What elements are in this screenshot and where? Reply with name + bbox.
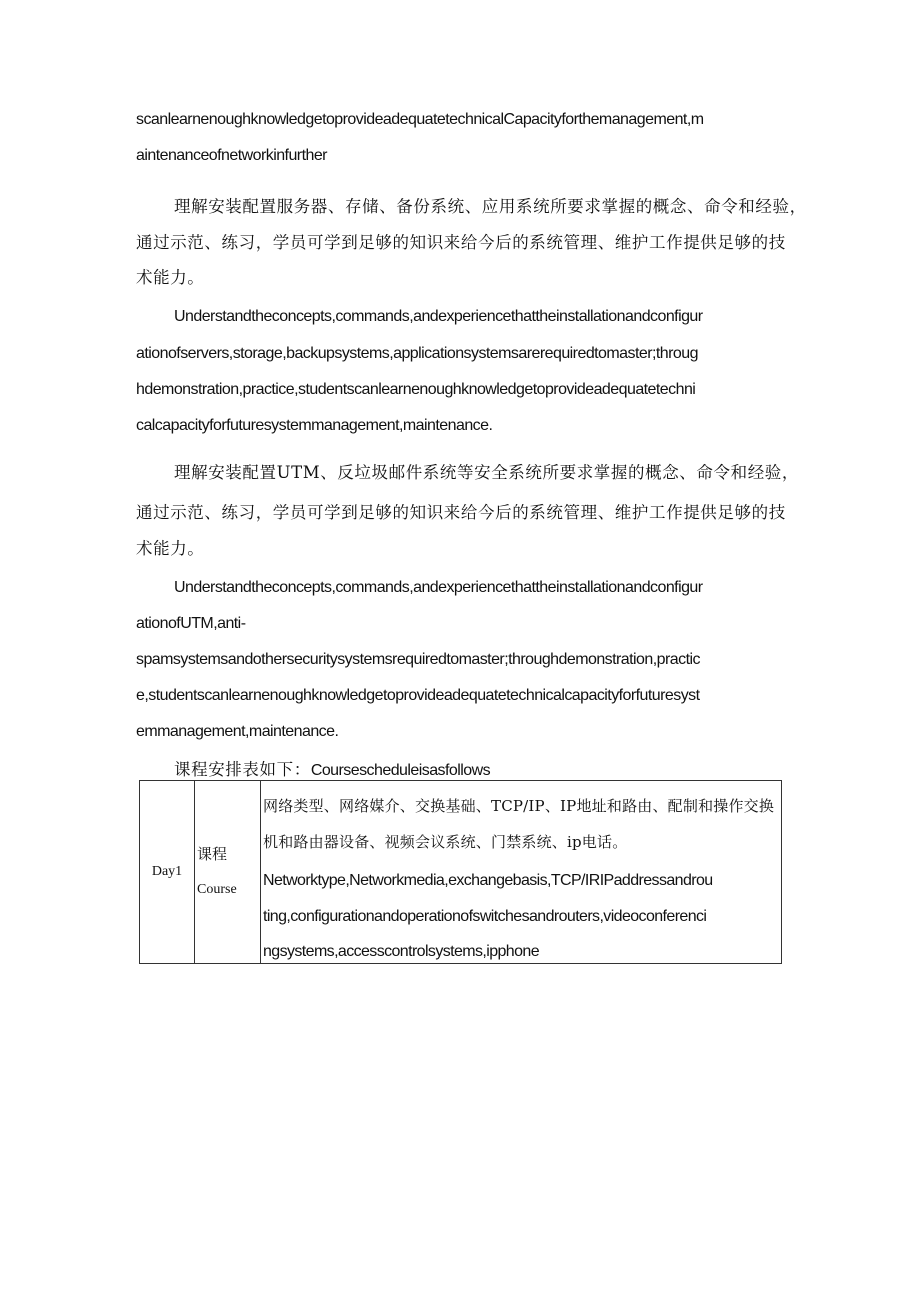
course-label-zh: 课程 (197, 845, 228, 863)
schedule-table (139, 780, 782, 964)
text-line: 术能力。 (136, 539, 205, 558)
text-line: aintenanceofnetworkinfurther (136, 147, 327, 164)
text-line: emmanagement,maintenance. (136, 723, 339, 740)
content-line-en: ting,configurationandoperationofswitchesandrouters,videoconferenci (263, 908, 707, 925)
content-line-en: Networktype,Networkmedia,exchangebasis,TCP/IRIPaddressandrou (263, 872, 713, 889)
text-line: ationofUTM,anti- (136, 615, 246, 632)
text-line: e,studentscanlearnenoughknowledgetoprovideadequatetechnicalcapacityforfuturesyst (136, 687, 700, 704)
text-line: 理解安装配置UTM、反垃圾邮件系统等安全系统所要求掌握的概念、命令和经验， (174, 463, 800, 482)
text-line: spamsystemsandothersecuritysystemsrequiredtomaster;throughdemonstration,practic (136, 651, 700, 668)
text-line: hdemonstration,practice,studentscanlearnenoughknowledgetoprovideadequatetechni (136, 381, 696, 398)
text-line: scanlearnenoughknowledgetoprovideadequatetechnicalCapacityforthemanagement,m (136, 111, 704, 128)
day-label: Day1 (151, 864, 183, 879)
content-line-en: ngsystems,accesscontrolsystems,ipphone (263, 943, 539, 960)
content-line-zh: 网络类型、网络媒介、交换基础、TCP/IP、IP地址和路由、配制和操作交换 (263, 797, 775, 815)
text-line: Understandtheconcepts,commands,andexperiencethattheinstallationandconfigur (174, 308, 703, 325)
schedule-caption-zh: 课程安排表如下： (174, 760, 311, 779)
text-line: 通过示范、练习，学员可学到足够的知识来给今后的系统管理、维护工作提供足够的技 (136, 233, 786, 252)
text-line: ationofservers,storage,backupsystems,applicationsystemsarerequiredtomaster;throug (136, 345, 698, 362)
day-cell (140, 781, 195, 964)
course-label-en: Course (197, 882, 237, 897)
content-line-zh: 机和路由器设备、视频会议系统、门禁系统、ip电话。 (263, 833, 628, 851)
schedule-caption (174, 760, 490, 781)
content-cell (261, 781, 782, 964)
text-line: Understandtheconcepts,commands,andexperiencethattheinstallationandconfigur (174, 579, 703, 596)
text-line: 术能力。 (136, 268, 205, 287)
schedule-caption-en: Coursescheduleisasfollows (310, 762, 491, 779)
course-cell (195, 781, 261, 964)
text-line: 通过示范、练习，学员可学到足够的知识来给今后的系统管理、维护工作提供足够的技 (136, 503, 786, 522)
text-line: calcapacityforfuturesystemmanagement,maintenance. (136, 417, 493, 434)
table-row (140, 781, 782, 964)
text-line: 理解安装配置服务器、存储、备份系统、应用系统所要求掌握的概念、命令和经验， (174, 197, 807, 216)
